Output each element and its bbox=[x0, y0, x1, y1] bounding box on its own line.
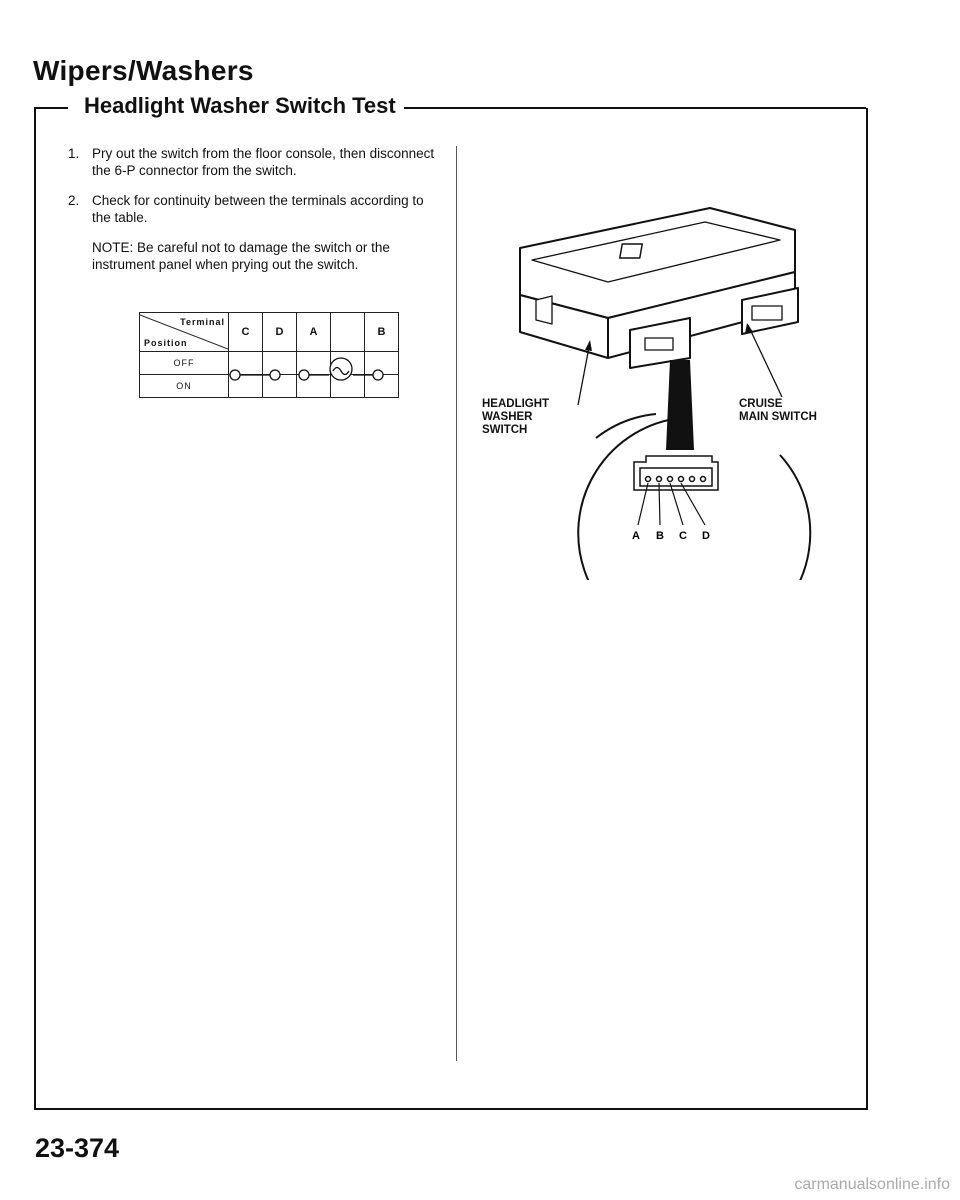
step-text: Pry out the switch from the floor console, then disconnect the 6-P connector from the switch. bbox=[92, 146, 435, 178]
callout-circle bbox=[578, 418, 810, 580]
terminal-header-blank bbox=[331, 313, 365, 352]
table-corner-cell bbox=[140, 313, 229, 352]
terminal-header-b: B bbox=[365, 313, 399, 352]
headlight-washer-switch-label: HEADLIGHT WASHER SWITCH bbox=[482, 398, 550, 436]
column-divider bbox=[456, 146, 457, 1061]
table-header-row bbox=[140, 313, 399, 352]
connector-terminal-b: B bbox=[656, 530, 664, 542]
switch-illustration bbox=[480, 200, 840, 580]
step-1 bbox=[68, 145, 438, 179]
on-continuity-a-b-with-lamp bbox=[299, 358, 383, 380]
terminal-heading: Terminal bbox=[180, 317, 225, 327]
watermark: carmanualsonline.info bbox=[794, 1176, 950, 1193]
position-on: ON bbox=[140, 375, 229, 398]
section-title: Wipers/Washers bbox=[33, 55, 254, 86]
terminal-header-c: C bbox=[229, 313, 263, 352]
procedure-steps bbox=[68, 145, 438, 286]
connector-terminal-d: D bbox=[702, 530, 710, 542]
connector-face bbox=[634, 456, 718, 490]
page-number: 23-374 bbox=[35, 1133, 120, 1163]
on-continuity-c-d bbox=[230, 370, 280, 380]
continuity-symbols bbox=[227, 357, 407, 397]
position-off: OFF bbox=[140, 352, 229, 375]
note-text: NOTE: Be careful not to damage the switch or the instrument panel when prying out the switch. bbox=[92, 240, 390, 272]
terminal-header-d: D bbox=[263, 313, 297, 352]
terminal-header-a: A bbox=[297, 313, 331, 352]
connector-terminal-a: A bbox=[632, 530, 640, 542]
step-number: 2. bbox=[68, 193, 80, 208]
cruise-main-switch-label: CRUISE MAIN SWITCH bbox=[739, 398, 817, 423]
test-title: Headlight Washer Switch Test bbox=[84, 93, 396, 118]
callout-leader bbox=[666, 360, 694, 450]
position-heading: Position bbox=[144, 338, 188, 348]
step-text: Check for continuity between the terminals according to the table. bbox=[92, 193, 424, 225]
connector-terminal-c: C bbox=[679, 530, 687, 542]
step-2 bbox=[68, 192, 438, 273]
step-number: 1. bbox=[68, 146, 80, 161]
